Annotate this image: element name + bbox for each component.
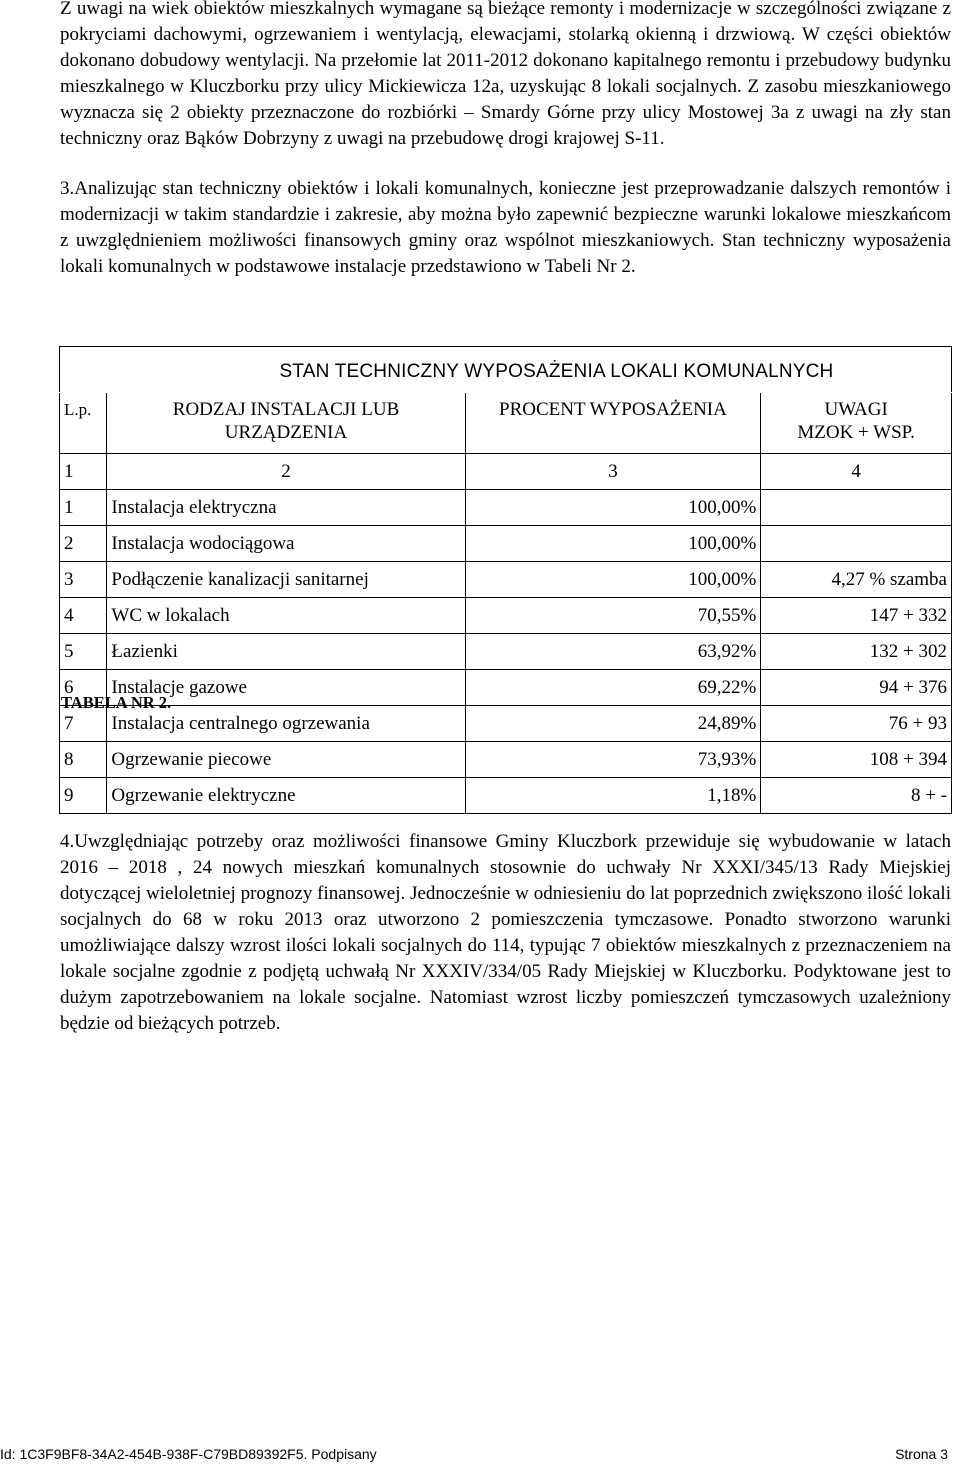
row-lp: 8 (60, 742, 107, 778)
footer-page-number: Strona 3 (895, 1446, 948, 1462)
table-header-row (60, 393, 952, 454)
header-notes (761, 393, 952, 454)
row-lp: 6 (60, 670, 107, 706)
header-lp: L.p. (60, 393, 107, 454)
row-installation: Łazienki (107, 634, 465, 670)
header-installation-type-line2: URZĄDZENIA (224, 422, 348, 443)
table-row (60, 778, 952, 814)
header-notes-line1: UWAGI (824, 399, 888, 420)
column-number: 4 (761, 454, 952, 490)
row-lp: 7 (60, 706, 107, 742)
row-notes: 4,27 % szamba (761, 562, 952, 598)
row-notes (761, 526, 952, 562)
row-percent: 73,93% (465, 742, 761, 778)
row-notes: 108 + 394 (761, 742, 952, 778)
footer-document-id: Id: 1C3F9BF8-34A2-454B-938F-C79BD89392F5. Podpisany (0, 1446, 377, 1462)
table-row (60, 526, 952, 562)
column-number: 1 (60, 454, 107, 490)
row-installation: Instalacja centralnego ogrzewania (107, 706, 465, 742)
row-percent: 100,00% (465, 490, 761, 526)
row-notes: 94 + 376 (761, 670, 952, 706)
paragraph-technical-analysis: 3.Analizując stan techniczny obiektów i lokali komunalnych, konieczne jest przeprowadzanie dalszych remontów i modernizacji w takim standardzie i zakresie, aby można było zapewnić bezpieczne warunki lokalowe mieszkańcom z uwzględnieniem możliwości finansowych gminy oraz wspólnot mieszkaniowych. Stan techniczny wyposażenia lokali komunalnych w podstawowe instalacje przedstawiono w Tabeli Nr 2. (60, 178, 951, 277)
column-number: 2 (107, 454, 465, 490)
row-installation: WC w lokalach (107, 598, 465, 634)
technical-equipment-table (59, 346, 952, 814)
header-installation-type-line1: RODZAJ INSTALACJI LUB (172, 399, 400, 420)
row-installation: Instalacje gazowe (107, 670, 465, 706)
row-installation: Podłączenie kanalizacji sanitarnej (107, 562, 465, 598)
row-lp: 9 (60, 778, 107, 814)
row-notes: 8 + - (761, 778, 952, 814)
row-percent: 63,92% (465, 634, 761, 670)
row-installation: Instalacja elektryczna (107, 490, 465, 526)
row-notes: 76 + 93 (761, 706, 952, 742)
row-percent: 70,55% (465, 598, 761, 634)
table-row (60, 742, 952, 778)
row-notes: 132 + 302 (761, 634, 952, 670)
table-row (60, 670, 952, 706)
paragraph-housing-repairs: Z uwagi na wiek obiektów mieszkalnych wymagane są bieżące remonty i modernizacje w szczególności związane z pokryciami dachowymi, ogrzewaniem i wentylacją, elewacjami, stolarką okienną i drzwiową. W części obiektów dokonano dobudowy wentylacji. Na przełomie lat 2011-2012 dokonano kapitalnego remontu i przebudowy budynku mieszkalnego w Kluczborku przy ulicy Mickiewicza 12a, uzyskując 8 lokali socjalnych. Z zasobu mieszkaniowego wyznacza się 2 obiekty przeznaczone do rozbiórki – Smardy Górne przy ulicy Mostowej 3a z uwagi na zły stan techniczny oraz Bąków Dobrzyny z uwagi na przebudowę drogi krajowej S-11. (60, 0, 951, 149)
table-row (60, 706, 952, 742)
table-row (60, 598, 952, 634)
row-lp: 2 (60, 526, 107, 562)
row-lp: 1 (60, 490, 107, 526)
header-installation-type (107, 393, 465, 454)
column-number-row (60, 454, 952, 490)
table-row (60, 634, 952, 670)
row-percent: 1,18% (465, 778, 761, 814)
table-row (60, 490, 952, 526)
column-number: 3 (465, 454, 761, 490)
row-installation: Instalacja wodociągowa (107, 526, 465, 562)
table-row (60, 562, 952, 598)
header-notes-line2: MZOK + WSP. (797, 422, 915, 443)
row-lp: 3 (60, 562, 107, 598)
row-percent: 100,00% (465, 526, 761, 562)
table-title: STAN TECHNICZNY WYPOSAŻENIA LOKALI KOMUNALNYCH (60, 347, 952, 393)
paragraph-new-housing-plan: 4.Uwzględniając potrzeby oraz możliwości finansowe Gminy Kluczbork przewiduje się wybudowanie w latach 2016 – 2018 , 24 nowych mieszkań komunalnych stosownie do uchwały Nr XXXI/345/13 Rady Miejskiej dotyczącej wieloletniej prognozy finansowej. Jednocześnie w odniesieniu do lat poprzednich zwiększono ilość lokali socjalnych do 68 w roku 2013 oraz utworzono 2 pomieszczenia tymczasowe. Ponadto stworzono warunki umożliwiające dalszy wzrost ilości lokali socjalnych do 114, typując 7 obiektów mieszkalnych z przeznaczeniem na lokale socjalne zgodnie z podjętą uchwałą Nr XXXIV/334/05 Rady Miejskiej w Kluczborku. Podyktowane jest to dużym zapotrzebowaniem na lokale socjalne. Natomiast wzrost liczby pomieszczeń tymczasowych uzależniony będzie od bieżących potrzeb. (60, 831, 951, 1034)
row-installation: Ogrzewanie piecowe (107, 742, 465, 778)
row-percent: 24,89% (465, 706, 761, 742)
row-percent: 69,22% (465, 670, 761, 706)
row-notes (761, 490, 952, 526)
row-lp: 5 (60, 634, 107, 670)
row-installation: Ogrzewanie elektryczne (107, 778, 465, 814)
header-percent: PROCENT WYPOSAŻENIA (465, 393, 761, 454)
row-percent: 100,00% (465, 562, 761, 598)
table-caption: TABELA NR 2. (61, 693, 172, 712)
table-title-row (60, 347, 952, 393)
row-notes: 147 + 332 (761, 598, 952, 634)
row-lp: 4 (60, 598, 107, 634)
